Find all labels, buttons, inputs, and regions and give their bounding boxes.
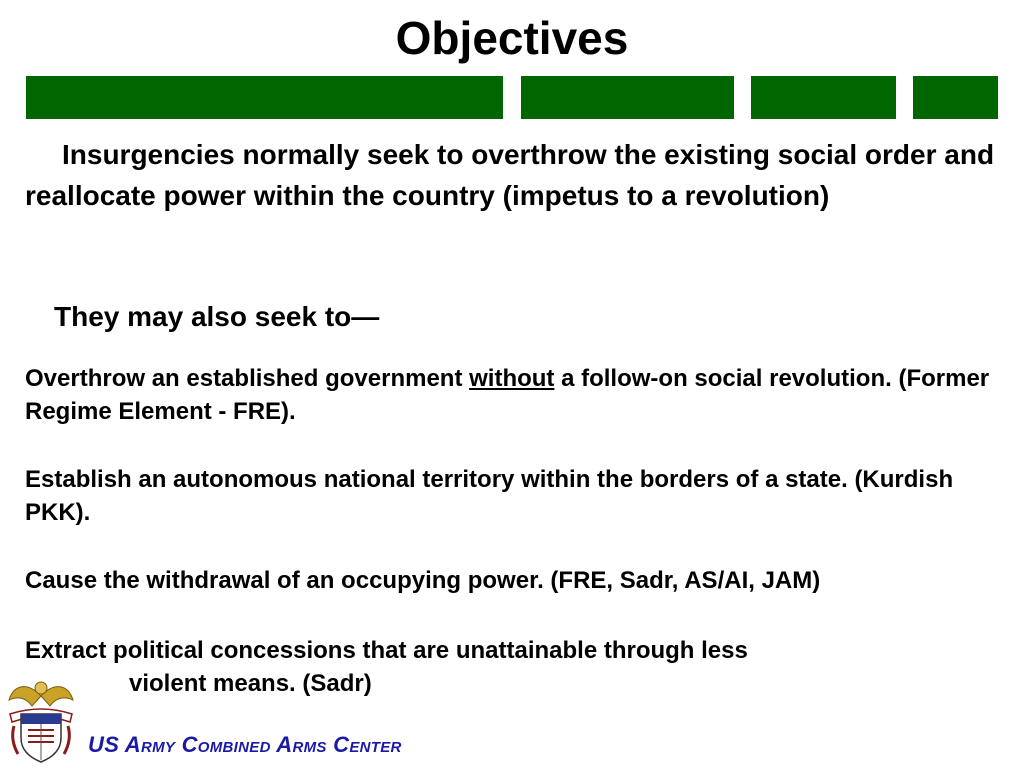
objective-text: Cause the withdrawal of an occupying power. (FRE, Sadr, AS/AI, JAM) xyxy=(25,567,821,594)
objective-text: Extract political concessions that are unattainable through less xyxy=(25,637,748,664)
divider-bar xyxy=(521,76,734,119)
objective-item xyxy=(25,564,1015,597)
objective-item xyxy=(25,362,1015,428)
army-crest-icon xyxy=(6,674,76,764)
objective-emphasis: without xyxy=(469,365,555,392)
objective-text: Overthrow an established government xyxy=(25,365,470,392)
intro-paragraph xyxy=(25,134,1024,216)
lead-in-text: They may also seek to— xyxy=(54,301,380,332)
objective-item xyxy=(25,463,1015,529)
footer-org-name: US Army Combined Arms Center xyxy=(88,732,402,757)
objective-text: Establish an autonomous national territory within the borders of a state. (Kurdish PKK). xyxy=(25,466,954,526)
slide-title: Objectives xyxy=(395,12,629,64)
intro-text: Insurgencies normally seek to overthrow the existing social order and reallocate power within the country (impetus to a revolution) xyxy=(25,139,995,211)
objective-text: a follow-on social revolution. (Former Regime Element - FRE). xyxy=(25,365,990,425)
objective-item xyxy=(25,634,1015,700)
divider-bar xyxy=(913,76,998,119)
objective-text: violent means. (Sadr) xyxy=(129,670,372,697)
divider-bar xyxy=(26,76,503,119)
divider-bar xyxy=(751,76,896,119)
